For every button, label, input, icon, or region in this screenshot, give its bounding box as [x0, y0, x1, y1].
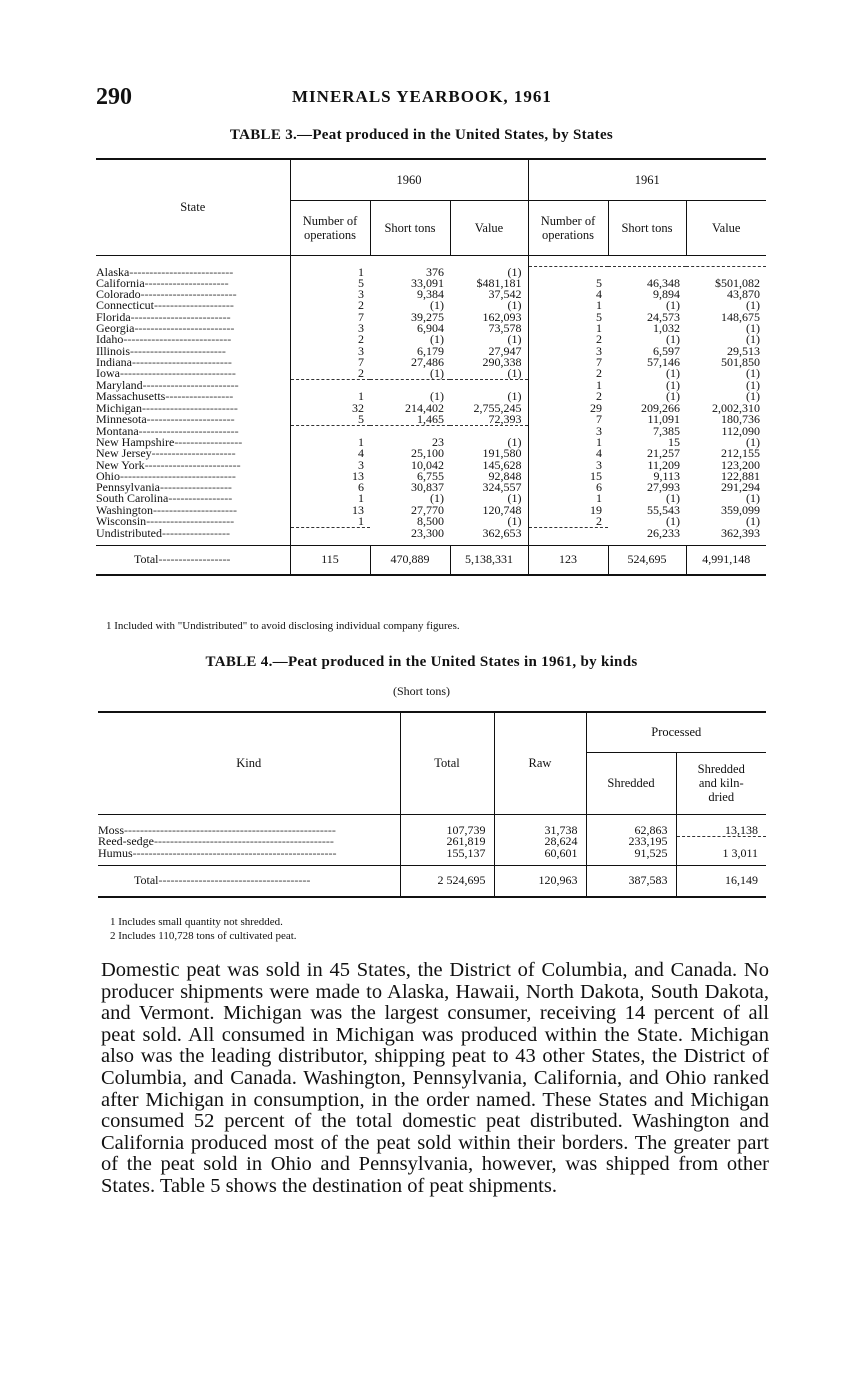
ops-1960: 2 [290, 334, 370, 345]
shredded-value: 62,863 [586, 825, 676, 837]
value-1961: 359,099 [721, 502, 760, 517]
ops-1961: 3 [528, 426, 608, 437]
ops-1961: 2 [528, 334, 608, 345]
value-1961: 362,393 [721, 525, 760, 540]
table-row: Wisconsin---------------------- 1 8,500 (1) 2 (1) (1) [96, 516, 766, 528]
tons-1960: 1,465 [417, 411, 444, 426]
year-1961-header: 1961 [528, 159, 766, 201]
table3-total [96, 546, 766, 576]
total-ops-1960: 115 [290, 546, 370, 576]
ops-1960: 1 [290, 437, 370, 448]
table-row: California--------------------- 5 33,091 $481,181 5 46,348 $501,082 [96, 278, 766, 289]
value-1961: 112,090 [721, 423, 760, 438]
value-1961: (1) [746, 298, 760, 313]
ops-1961: 5 [528, 312, 608, 323]
total-value: 107,739 [400, 825, 494, 837]
state-name: Wisconsin [96, 514, 147, 529]
total-label: Total [134, 873, 159, 888]
ops-1961: 2 [528, 368, 608, 380]
tons-1961: 55,543 [647, 502, 680, 517]
ops-1961: 4 [528, 289, 608, 300]
ops-1960 [290, 528, 370, 546]
table-row: Georgia------------------------- 3 6,904 73,578 1 1,032 (1) [96, 323, 766, 334]
table-row: Undistributed----------------- 23,300 362,653 26,233 362,393 [96, 528, 766, 546]
tons-1960: 8,500 [417, 514, 444, 529]
table-row: Montana------------------------- 3 7,385 112,090 [96, 426, 766, 437]
kiln-dried-value: 13,138 [676, 825, 766, 837]
table4-subtitle: (Short tons) [393, 684, 450, 698]
tons-1960: 214,402 [405, 400, 444, 415]
state-name: Colorado [96, 287, 141, 302]
total-value: 261,819 [400, 836, 494, 847]
ops-1960: 7 [290, 357, 370, 368]
ops-1960: 4 [290, 448, 370, 459]
running-header [96, 84, 768, 110]
col-value-1960: Value [450, 201, 528, 256]
state-name: Iowa [96, 366, 120, 381]
ops-1961: 1 [528, 437, 608, 448]
total-header: Total [400, 712, 494, 814]
tons-1960: 33,091 [411, 275, 444, 290]
tons-1961: 1,032 [653, 320, 680, 335]
state-name: Maryland [96, 377, 143, 392]
value-1961: 501,850 [721, 354, 760, 369]
col-short-tons-1960: Short tons [370, 201, 450, 256]
value-1960: (1) [507, 264, 522, 279]
total-tons-1960: 470,889 [370, 546, 450, 576]
total-shredded: 387,583 [586, 865, 676, 897]
tons-1961: (1) [666, 366, 680, 381]
raw-header: Raw [494, 712, 586, 814]
value-1961: (1) [746, 332, 760, 347]
col-short-tons-1961: Short tons [608, 201, 686, 256]
ops-1960: 7 [290, 312, 370, 323]
value-1960: (1) [507, 298, 522, 313]
tons-1961: 209,266 [641, 400, 680, 415]
shredded-value: 91,525 [586, 848, 676, 866]
value-1961: (1) [746, 514, 760, 529]
ops-1961: 6 [528, 482, 608, 493]
ops-1960: 1 [290, 493, 370, 504]
state-name: Florida [96, 309, 131, 324]
table-row: Total-------------------------------------- 2 524,695 120,963 387,583 16,149 [98, 865, 766, 897]
state-name: Washington [96, 502, 154, 517]
processed-header: Processed [586, 712, 766, 752]
ops-1961: 5 [528, 278, 608, 289]
raw-value: 28,624 [494, 836, 586, 847]
kind-header: Kind [98, 712, 400, 814]
table-row: Florida------------------------- 7 39,275 162,093 5 24,573 148,675 [96, 312, 766, 323]
year-1960-header: 1960 [290, 159, 528, 201]
tons-1960: 23,300 [411, 525, 444, 540]
tons-1961: 57,146 [647, 354, 680, 369]
table-row: Alaska-------------------------- 1 376 (1) [96, 267, 766, 278]
tons-1960: (1) [430, 298, 444, 313]
value-1961: (1) [746, 366, 760, 381]
ops-1961 [528, 528, 608, 546]
value-1960: (1) [507, 332, 522, 347]
table-row: Indiana------------------------- 7 27,486 290,338 7 57,146 501,850 [96, 357, 766, 368]
table-row: Pennsylvania------------------ 6 30,837 324,557 6 27,993 291,294 [96, 482, 766, 493]
tons-1960: 9,384 [417, 287, 444, 302]
value-1960: 191,580 [482, 446, 522, 461]
value-1960: 145,628 [482, 457, 522, 472]
state-name: Idaho [96, 332, 124, 347]
col-value-1961: Value [686, 201, 766, 256]
state-name: New Jersey [96, 446, 152, 461]
kiln-dried-header: Shredded and kiln-dried [676, 752, 766, 814]
ops-1960: 32 [290, 403, 370, 414]
value-1961: 212,155 [721, 446, 760, 461]
ops-1961: 1 [528, 300, 608, 311]
shredded-value: 233,195 [586, 836, 676, 847]
table4-title: TABLE 4.—Peat produced in the United States in 1961, by kinds [205, 654, 638, 670]
tons-1961: 9,894 [653, 287, 680, 302]
tons-1961: 6,597 [653, 343, 680, 358]
value-1960: 120,748 [482, 502, 522, 517]
state-name: Illinois [96, 343, 131, 358]
ops-1961: 7 [528, 414, 608, 426]
table4-total [98, 865, 766, 897]
ops-1960: 3 [290, 289, 370, 300]
state-name: Connecticut [96, 298, 154, 313]
value-1960: 362,653 [482, 525, 522, 540]
state-name: Ohio [96, 468, 120, 483]
tons-1960: (1) [430, 332, 444, 347]
ops-1961: 1 [528, 323, 608, 334]
table-row: Reed-sedge--------------------------------------------- 261,819 28,624 233,195 [98, 836, 766, 847]
state-name: New York [96, 457, 145, 472]
ops-1961: 15 [528, 471, 608, 482]
ops-1960: 3 [290, 460, 370, 471]
state-name: Minnesota [96, 412, 147, 427]
tons-1961: 24,573 [647, 309, 680, 324]
kiln-dried-value: 1 3,011 [676, 848, 766, 866]
shredded-header: Shredded [586, 752, 676, 814]
state-header: State [96, 159, 290, 256]
table3-title: TABLE 3.—Peat produced in the United States, by States [229, 127, 614, 143]
value-1960: 72,393 [488, 411, 522, 426]
table4-footnote-1: 1 Includes small quantity not shredded. [110, 916, 283, 928]
ops-1960: 1 [290, 516, 370, 528]
ops-1960: 1 [290, 391, 370, 402]
value-1961: 123,200 [721, 457, 760, 472]
table3 [96, 158, 766, 576]
value-1960: (1) [507, 434, 522, 449]
state-name: New Hampshire [96, 434, 175, 449]
value-1961: (1) [746, 389, 760, 404]
table-row: New Hampshire----------------- 1 23 (1) 1 15 (1) [96, 437, 766, 448]
kind-name: Reed-sedge [98, 834, 154, 849]
state-name: Pennsylvania [96, 480, 160, 495]
tons-1961: 21,257 [647, 446, 680, 461]
table-row: Massachusetts----------------- 1 (1) (1) 2 (1) (1) [96, 391, 766, 402]
tons-1960: 39,275 [411, 309, 444, 324]
ops-1960: 1 [290, 267, 370, 278]
ops-1960: 5 [290, 278, 370, 289]
tons-1961: 9,113 [653, 468, 680, 483]
table-row: Connecticut-------------------- 2 (1) (1) 1 (1) (1) [96, 300, 766, 311]
table-row: Washington--------------------- 13 27,770 120,748 19 55,543 359,099 [96, 505, 766, 516]
value-1960: (1) [507, 514, 522, 529]
value-1960: 37,542 [488, 287, 522, 302]
tons-1960: 25,100 [411, 446, 444, 461]
body-paragraph: Domestic peat was sold in 45 States, the District of Columbia, and Canada. No producer shipments were made to Alaska, Hawaii, North Dakota, South Dakota, and Vermont. Michigan was the largest consumer, receiving 14 percent of all peat sold. All consumed in Michigan was produced within the State. Michigan also was the leading distributor, shipping peat to 43 other States, the District of Columbia, and Canada. Washington, Pennsylvania, California, and Ohio ranked after Michigan in consumption, in the order named. These States and Michigan consumed 52 percent of the total domestic peat distributed. Washington and California produced most of the peat sold within their borders. The greater part of the peat sold in Ohio and Pennsylvania, however, was shipped from other States. Table 5 shows the destination of peat shipments. [101, 959, 769, 1197]
tons-1961: 15 [668, 434, 680, 449]
table-row: Iowa----------------------------- 2 (1) (1) 2 (1) (1) [96, 368, 766, 380]
total-value-1960: 5,138,331 [450, 546, 528, 576]
value-1960: (1) [507, 491, 522, 506]
tons-1960: 27,486 [411, 354, 444, 369]
total-raw: 120,963 [494, 865, 586, 897]
tons-1960: 376 [426, 264, 444, 279]
table4 [98, 711, 766, 898]
value-1960: 324,557 [482, 480, 522, 495]
value-1961: (1) [746, 491, 760, 506]
ops-1961: 3 [528, 346, 608, 357]
tons-1961: (1) [666, 377, 680, 392]
total-total: 2 524,695 [400, 865, 494, 897]
total-kiln-dried: 16,149 [676, 865, 766, 897]
tons-1961: (1) [666, 389, 680, 404]
ops-1961: 4 [528, 448, 608, 459]
value-1960: 73,578 [488, 320, 522, 335]
tons-1960: 10,042 [411, 457, 444, 472]
state-name: Alaska [96, 264, 130, 279]
total-label: Total [134, 552, 159, 567]
tons-1961: 11,209 [647, 457, 680, 472]
kind-name: Moss [98, 822, 125, 837]
raw-value: 31,738 [494, 825, 586, 837]
table-row: New York------------------------ 3 10,042 145,628 3 11,209 123,200 [96, 460, 766, 471]
ops-1960: 2 [290, 368, 370, 380]
tons-1961: 27,993 [647, 480, 680, 495]
state-name: South Carolina [96, 491, 169, 506]
tons-1960: (1) [430, 491, 444, 506]
value-1961: 180,736 [721, 412, 760, 427]
ops-1960: 3 [290, 323, 370, 334]
tons-1960: 27,770 [411, 502, 444, 517]
ops-1960: 3 [290, 346, 370, 357]
ops-1961: 3 [528, 460, 608, 471]
page-number: 290 [96, 84, 132, 110]
table4-body [98, 814, 766, 865]
ops-1961: 2 [528, 516, 608, 528]
table-row: Total------------------ 115 470,889 5,138,331 123 524,695 4,991,148 [96, 546, 766, 576]
value-1960: 92,848 [488, 468, 522, 483]
value-1960: 290,338 [482, 354, 522, 369]
table-row: Colorado------------------------ 3 9,384 37,542 4 9,894 43,870 [96, 289, 766, 300]
table-row: Humus--------------------------------------------------- 155,137 60,601 91,525 1 3,011 [98, 848, 766, 866]
value-1961: 291,294 [721, 480, 760, 495]
ops-1961: 7 [528, 357, 608, 368]
ops-1961: 1 [528, 493, 608, 504]
tons-1961: 11,091 [647, 412, 680, 427]
table4-footnote-2: 2 Includes 110,728 tons of cultivated peat. [110, 930, 297, 942]
tons-1960: 30,837 [411, 480, 444, 495]
total-value: 155,137 [400, 848, 494, 866]
ops-1961: 19 [528, 505, 608, 516]
state-name: Montana [96, 423, 139, 438]
ops-1961: 29 [528, 403, 608, 414]
tons-1960: (1) [430, 389, 444, 404]
table-row: Minnesota---------------------- 5 1,465 72,393 7 11,091 180,736 [96, 414, 766, 426]
value-1961: 148,675 [721, 309, 760, 324]
value-1961: 29,513 [727, 343, 760, 358]
table-row: Michigan------------------------ 32 214,402 2,755,245 29 209,266 2,002,310 [96, 403, 766, 414]
value-1961: 122,881 [721, 468, 760, 483]
value-1961: 43,870 [727, 287, 760, 302]
tons-1960: 6,904 [417, 320, 444, 335]
value-1960: 2,755,245 [473, 400, 522, 415]
table-row: New Jersey--------------------- 4 25,100 191,580 4 21,257 212,155 [96, 448, 766, 459]
tons-1961: (1) [666, 332, 680, 347]
tons-1961: 26,233 [647, 525, 680, 540]
value-1961: 2,002,310 [712, 400, 760, 415]
value-1960: 162,093 [482, 309, 522, 324]
total-ops-1961: 123 [528, 546, 608, 576]
value-1960: (1) [507, 389, 522, 404]
raw-value: 60,601 [494, 848, 586, 866]
ops-1960: 2 [290, 300, 370, 311]
tons-1960: 6,179 [417, 343, 444, 358]
tons-1960: (1) [430, 366, 444, 381]
kind-name: Humus [98, 845, 133, 860]
state-name: Undistributed [96, 525, 162, 540]
col-operations-1961: Number of operations [528, 201, 608, 256]
value-1961: (1) [746, 377, 760, 392]
table-row: Maryland------------------------ 1 (1) (1) [96, 380, 766, 391]
value-1960: $481,181 [476, 275, 522, 290]
ops-1960: 5 [290, 414, 370, 426]
ops-1960: 13 [290, 471, 370, 482]
ops-1960: 13 [290, 505, 370, 516]
state-name: Michigan [96, 400, 142, 415]
table-row: Ohio----------------------------- 13 6,755 92,848 15 9,113 122,881 [96, 471, 766, 482]
tons-1961: (1) [666, 514, 680, 529]
value-1961: (1) [746, 434, 760, 449]
tons-1961: (1) [666, 491, 680, 506]
table-row: South Carolina---------------- 1 (1) (1) 1 (1) (1) [96, 493, 766, 504]
table-row: Idaho--------------------------- 2 (1) (1) 2 (1) (1) [96, 334, 766, 345]
total-value-1961: 4,991,148 [686, 546, 766, 576]
value-1961: (1) [746, 320, 760, 335]
ops-1960: 6 [290, 482, 370, 493]
table-row: Moss----------------------------------------------------- 107,739 31,738 62,863 13,138 [98, 825, 766, 837]
publication-title: MINERALS YEARBOOK, 1961 [292, 87, 552, 106]
value-1961: $501,082 [715, 275, 760, 290]
ops-1961: 2 [528, 391, 608, 402]
tons-1961: 46,348 [647, 275, 680, 290]
state-name: Massachusetts [96, 389, 166, 404]
table3-body [96, 256, 766, 546]
state-name: Indiana [96, 354, 132, 369]
tons-1960: 6,755 [417, 468, 444, 483]
state-name: Georgia [96, 320, 135, 335]
tons-1960: 23 [432, 434, 444, 449]
ops-1961: 1 [528, 380, 608, 391]
tons-1961: 7,385 [653, 423, 680, 438]
tons-1961: (1) [666, 298, 680, 313]
total-tons-1961: 524,695 [608, 546, 686, 576]
state-name: California [96, 275, 145, 290]
table-row: Illinois------------------------ 3 6,179 27,947 3 6,597 29,513 [96, 346, 766, 357]
table3-footnote: 1 Included with "Undistributed" to avoid disclosing individual company figures. [106, 620, 460, 632]
value-1960: 27,947 [488, 343, 522, 358]
value-1960: (1) [507, 366, 522, 381]
col-operations-1960: Number of operations [290, 201, 370, 256]
